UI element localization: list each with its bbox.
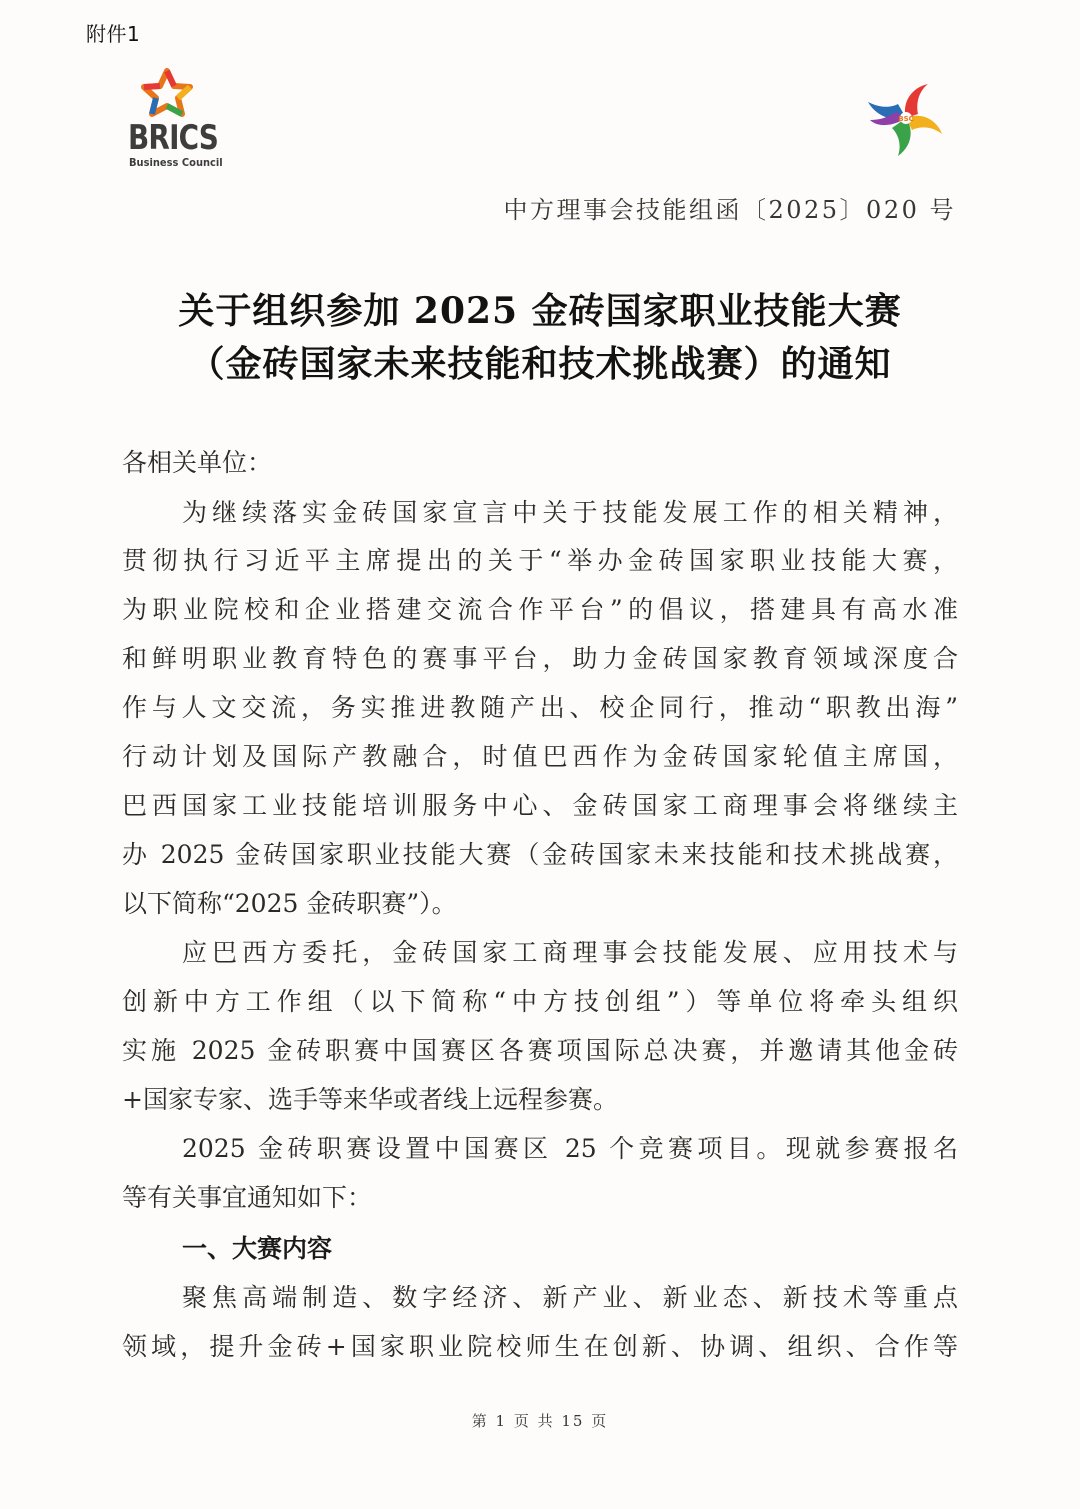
paragraph-line: 2025 金砖职赛设置中国赛区 25 个竞赛项目。现就参赛报名 <box>182 1134 958 1163</box>
paragraph-line: 领域，提升金砖+国家职业院校师生在创新、协调、组织、合作等 <box>122 1332 958 1361</box>
bsc-swirl-logo-icon <box>862 74 952 160</box>
paragraph-line: 创新中方工作组（以下简称“中方技创组”）等单位将牵头组织 <box>122 987 958 1016</box>
paragraph-line: 和鲜明职业教育特色的赛事平台，助力金砖国家教育领域深度合 <box>122 644 958 673</box>
paragraph-line: 办 2025 金砖国家职业技能大赛（金砖国家未来技能和技术挑战赛， <box>122 840 958 869</box>
document-title-line-2: （金砖国家未来技能和技术挑战赛）的通知 <box>188 343 892 385</box>
paragraph-line: 为继续落实金砖国家宣言中关于技能发展工作的相关精神， <box>182 498 958 527</box>
paragraph-line: +国家专家、选手等来华或者线上远程参赛。 <box>122 1085 618 1114</box>
bsc-logo-text: BSC <box>898 115 914 123</box>
document-title-line-1: 关于组织参加 2025 金砖国家职业技能大赛 <box>178 290 902 332</box>
paragraph-line: 以下简称“2025 金砖职赛”）。 <box>122 889 457 918</box>
paragraph-line: 巴西国家工业技能培训服务中心、金砖国家工商理事会将继续主 <box>122 791 958 820</box>
paragraph-line: 作与人文交流，务实推进教随产出、校企同行，推动“职教出海” <box>122 693 958 722</box>
paragraph-line: 聚焦高端制造、数字经济、新产业、新业态、新技术等重点 <box>182 1283 958 1312</box>
paragraph-line: 应巴西方委托，金砖国家工商理事会技能发展、应用技术与 <box>182 938 958 967</box>
paragraph-line: 实施 2025 金砖职赛中国赛区各赛项国际总决赛，并邀请其他金砖 <box>122 1036 958 1065</box>
paragraph-line: 贯彻执行习近平主席提出的关于“举办金砖国家职业技能大赛， <box>122 546 958 575</box>
section-heading: 一、大赛内容 <box>182 1234 333 1263</box>
brics-logo-subtitle: Business Council <box>129 156 223 169</box>
attachment-label: 附件1 <box>86 22 141 46</box>
paragraph-line: 为职业院校和企业搭建交流合作平台”的倡议，搭建具有高水准 <box>122 595 958 624</box>
paragraph-line: 行动计划及国际产教融合，时值巴西作为金砖国家轮值主席国， <box>122 742 958 771</box>
page-footer: 第 1 页 共 15 页 <box>471 1412 609 1430</box>
brics-logo-text: BRICS <box>128 118 219 158</box>
paragraph-line: 等有关事宜通知如下： <box>122 1183 373 1212</box>
document-number: 中方理事会技能组函〔2025〕020 号 <box>503 196 956 224</box>
salutation: 各相关单位： <box>122 448 273 477</box>
